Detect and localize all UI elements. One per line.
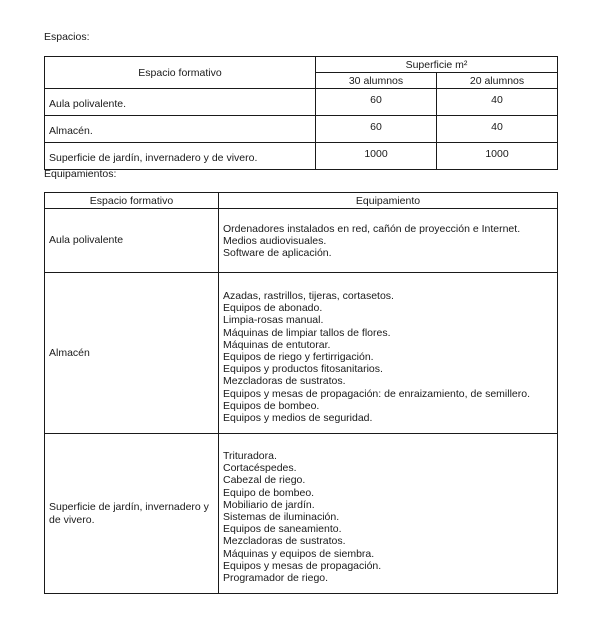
equipment-item: Software de aplicación.	[223, 247, 332, 260]
equipment-item: Trituradora.	[223, 450, 277, 462]
surface-20: 1000	[485, 148, 509, 160]
equipment-item: Cortacéspedes.	[223, 462, 297, 475]
equipment-item: Ordenadores instalados en red, cañón de proyección e Internet.	[223, 223, 521, 235]
space-name: Superficie de jardín, invernadero y de vivero.	[45, 143, 316, 170]
equipment-item: Equipos de abonado.	[223, 302, 323, 315]
spaces-header-30: 30 alumnos	[316, 73, 437, 89]
equipment-item: Equipos de riego y fertirrigación.	[223, 351, 374, 364]
equipment-item: Equipo de bombeo.	[223, 486, 315, 499]
equipment-table	[44, 192, 558, 594]
spaces-header-space: Espacio formativo	[45, 57, 316, 89]
equipment-item: Máquinas de limpiar tallos de flores.	[223, 326, 391, 339]
equipment-list	[223, 434, 557, 584]
equipment-item: Máquinas y equipos de siembra.	[223, 547, 375, 560]
equipment-header-space: Espacio formativo	[45, 193, 219, 209]
equipment-item: Mobiliario de jardín.	[223, 498, 315, 511]
table-row	[45, 143, 558, 170]
surface-30: 60	[370, 94, 382, 106]
spaces-header-20: 20 alumnos	[437, 73, 558, 89]
equipment-item: Equipos de bombeo.	[223, 399, 320, 412]
equipment-list	[223, 209, 557, 260]
equipment-item: Cabezal de riego.	[223, 474, 306, 487]
table-row	[45, 273, 558, 434]
equipment-item: Programador de riego.	[223, 572, 329, 585]
equipment-item: Equipos y mesas de propagación: de enraizamiento, de semillero.	[223, 387, 531, 400]
equipment-space-name: Superficie de jardín, invernadero y de vivero.	[45, 434, 219, 594]
equipment-item: Mezcladoras de sustratos.	[223, 375, 346, 388]
table-row	[45, 209, 558, 273]
equipment-item: Limpia-rosas manual.	[223, 314, 324, 327]
surface-20: 40	[491, 121, 503, 133]
table-row	[45, 116, 558, 143]
space-name: Almacén.	[45, 116, 316, 143]
equipment-item: Mezcladoras de sustratos.	[223, 535, 346, 548]
table-row	[45, 89, 558, 116]
equipment-section-label: Equipamientos:	[44, 168, 117, 180]
equipment-item: Máquinas de entutorar.	[223, 338, 331, 351]
equipment-item: Sistemas de iluminación.	[223, 511, 340, 524]
surface-30: 1000	[364, 148, 388, 160]
spaces-section-label: Espacios:	[44, 31, 90, 43]
equipment-item: Equipos y medios de seguridad.	[223, 412, 373, 425]
surface-20: 40	[491, 94, 503, 106]
equipment-space-name: Almacén	[45, 273, 219, 434]
equipment-list	[223, 273, 557, 424]
equipment-item: Equipos y productos fitosanitarios.	[223, 363, 383, 376]
space-name: Aula polivalente.	[45, 89, 316, 116]
equipment-item: Medios audiovisuales.	[223, 235, 327, 248]
equipment-item: Equipos y mesas de propagación.	[223, 559, 382, 572]
table-row	[45, 434, 558, 594]
equipment-item: Azadas, rastrillos, tijeras, cortasetos.	[223, 290, 394, 302]
surface-30: 60	[370, 121, 382, 133]
spaces-header-surface: Superficie m²	[316, 57, 558, 73]
equipment-space-name: Aula polivalente	[45, 209, 219, 273]
equipment-item: Equipos de saneamiento.	[223, 523, 342, 536]
equipment-header-equipment: Equipamiento	[219, 193, 558, 209]
spaces-table	[44, 56, 558, 170]
